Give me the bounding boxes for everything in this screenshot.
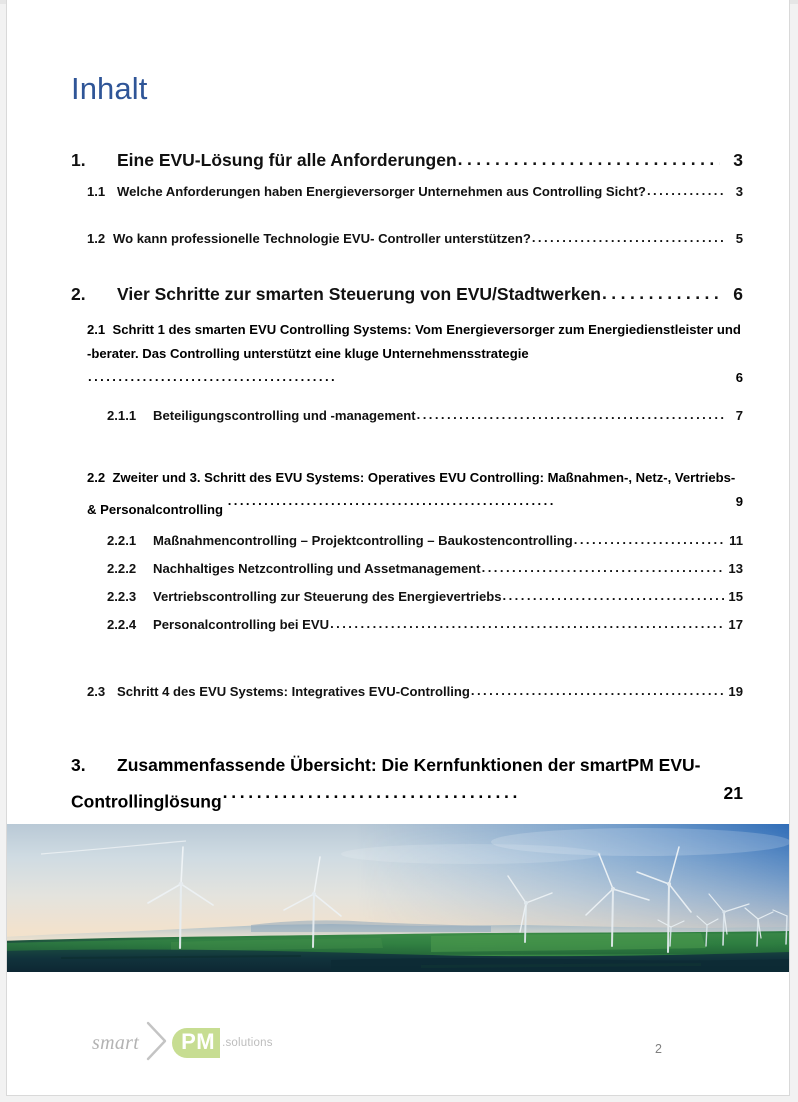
toc-leader-dots (647, 183, 724, 198)
toc-entry-number: 1.2 (87, 231, 106, 246)
toc-entry-number: 1.1 (87, 184, 106, 199)
toc-entry-page: 15 (728, 588, 743, 604)
toc-entry-label: Zweiter und 3. Schritt des EVU Systems: Operatives EVU Controlling: Maßnahmen-, Netz-, Vertriebs- & Personalcontrolling (87, 470, 736, 517)
toc-spacer (71, 634, 743, 664)
toc-leader-dots (532, 230, 724, 245)
toc-entry-number: 2.2 (87, 470, 106, 486)
toc-entry-page: 6 (735, 369, 743, 385)
toc-leader-dots (417, 407, 724, 422)
toc-spacer (71, 173, 743, 184)
toc-spacer (71, 664, 743, 684)
toc-leader-dots (602, 283, 720, 304)
toc-entry-number: 1. (71, 150, 86, 170)
toc-entry-label: Zusammenfassende Übersicht: Die Kernfunktionen der smartPM EVU-Controllinglösung (71, 754, 701, 812)
toc-entry-label: Maßnahmencontrolling – Projektcontrolling – Baukostencontrolling (153, 532, 573, 548)
toc-entry-number: 2.2.2 (107, 560, 137, 576)
toc-leader-dots (482, 560, 724, 575)
toc-entry-2-1[interactable] (87, 318, 743, 397)
toc-entry-page: 3 (735, 184, 743, 199)
toc-entry-number: 2. (71, 284, 86, 304)
page-footer (7, 1000, 790, 1096)
toc-entry-label: Eine EVU-Lösung für alle Anforderungen (117, 150, 457, 170)
toc-entry-1-2[interactable] (87, 231, 743, 246)
logo-smart-text: smart (92, 1031, 140, 1054)
toc-entry-number: 2.1.1 (107, 408, 137, 424)
toc-entry-page: 7 (735, 408, 743, 424)
page-title: Inhalt (71, 71, 148, 106)
toc-leader-dots (88, 365, 338, 389)
toc-leader-dots (458, 149, 720, 170)
table-of-contents (71, 150, 743, 816)
toc-entry-label: Nachhaltiges Netzcontrolling und Assetmanagement (153, 560, 481, 576)
toc-entry-number: 2.2.1 (107, 532, 137, 548)
toc-entry-page: 11 (729, 532, 743, 548)
wind-farm-banner-image (6, 824, 790, 972)
toc-entry-2-1-1[interactable] (107, 408, 743, 423)
toc-entry-label: Beteiligungscontrolling und -management (153, 408, 416, 424)
toc-entry-label: Wo kann professionelle Technologie EVU- Controller unterstützen? (113, 231, 531, 246)
toc-entry-page: 9 (735, 494, 743, 510)
document-page (6, 0, 790, 1096)
toc-spacer (71, 701, 743, 731)
toc-leader-dots (330, 616, 724, 631)
logo-pm-badge: PM (172, 1028, 220, 1057)
toc-entry-label: Schritt 1 des smarten EVU Controlling Systems: Vom Energieversorger zum Energiedienstleister und -berater. Das Controlling unterstützt eine kluge Unternehmensstrategie (87, 322, 741, 361)
toc-entry-2-2-2[interactable] (107, 561, 743, 576)
toc-entry-number: 2.2.4 (107, 616, 137, 632)
toc-leader-dots (471, 683, 724, 698)
toc-entry-2-2-4[interactable] (107, 617, 743, 632)
toc-entry-page: 3 (733, 150, 743, 170)
toc-entry-2-2-3[interactable] (107, 589, 743, 604)
page-number: 2 (655, 1042, 662, 1056)
toc-entry-number: 3. (71, 754, 86, 775)
toc-entry-label: Welche Anforderungen haben Energieversorger Unternehmen aus Controlling Sicht? (117, 184, 646, 199)
toc-entry-2-2-1[interactable] (107, 533, 743, 548)
toc-spacer (71, 731, 743, 751)
toc-spacer (71, 201, 743, 231)
toc-entry-number: 2.1 (87, 322, 106, 337)
toc-entry-number: 2.2.3 (107, 588, 137, 604)
toc-entry-2[interactable] (71, 284, 743, 305)
toc-entry-3[interactable] (71, 751, 743, 816)
toc-entry-label: Schritt 4 des EVU Systems: Integratives EVU-Controlling (117, 683, 470, 699)
toc-leader-dots (503, 588, 724, 603)
toc-entry-1-1[interactable] (87, 184, 743, 199)
toc-entry-1[interactable] (71, 150, 743, 171)
toc-entry-2-2[interactable] (87, 466, 743, 521)
toc-entry-page: 17 (728, 616, 743, 632)
toc-leader-dots (228, 489, 553, 513)
toc-leader-dots (223, 778, 519, 806)
toc-entry-page: 13 (728, 560, 743, 576)
toc-entry-2-3[interactable] (87, 684, 743, 699)
smartpm-logo[interactable] (92, 1022, 273, 1064)
toc-spacer (71, 425, 743, 455)
logo-solutions-text: .solutions (222, 1037, 273, 1049)
toc-entry-number: 2.3 (87, 683, 106, 699)
toc-entry-page: 19 (728, 683, 743, 699)
toc-entry-label: Personalcontrolling bei EVU (153, 616, 330, 632)
toc-spacer (71, 455, 743, 466)
toc-entry-label: Vier Schritte zur smarten Steuerung von EVU/Stadtwerken (117, 284, 601, 304)
toc-entry-page: 6 (733, 284, 743, 304)
toc-entry-label: Vertriebscontrolling zur Steuerung des Energievertriebs (153, 588, 502, 604)
chevron-right-icon (144, 1020, 170, 1067)
toc-leader-dots (574, 532, 724, 547)
toc-spacer (71, 248, 743, 278)
wind-farm-illustration (6, 824, 790, 972)
toc-entry-page: 21 (723, 783, 743, 804)
toc-spacer (71, 307, 743, 318)
toc-entry-page: 5 (735, 231, 743, 246)
